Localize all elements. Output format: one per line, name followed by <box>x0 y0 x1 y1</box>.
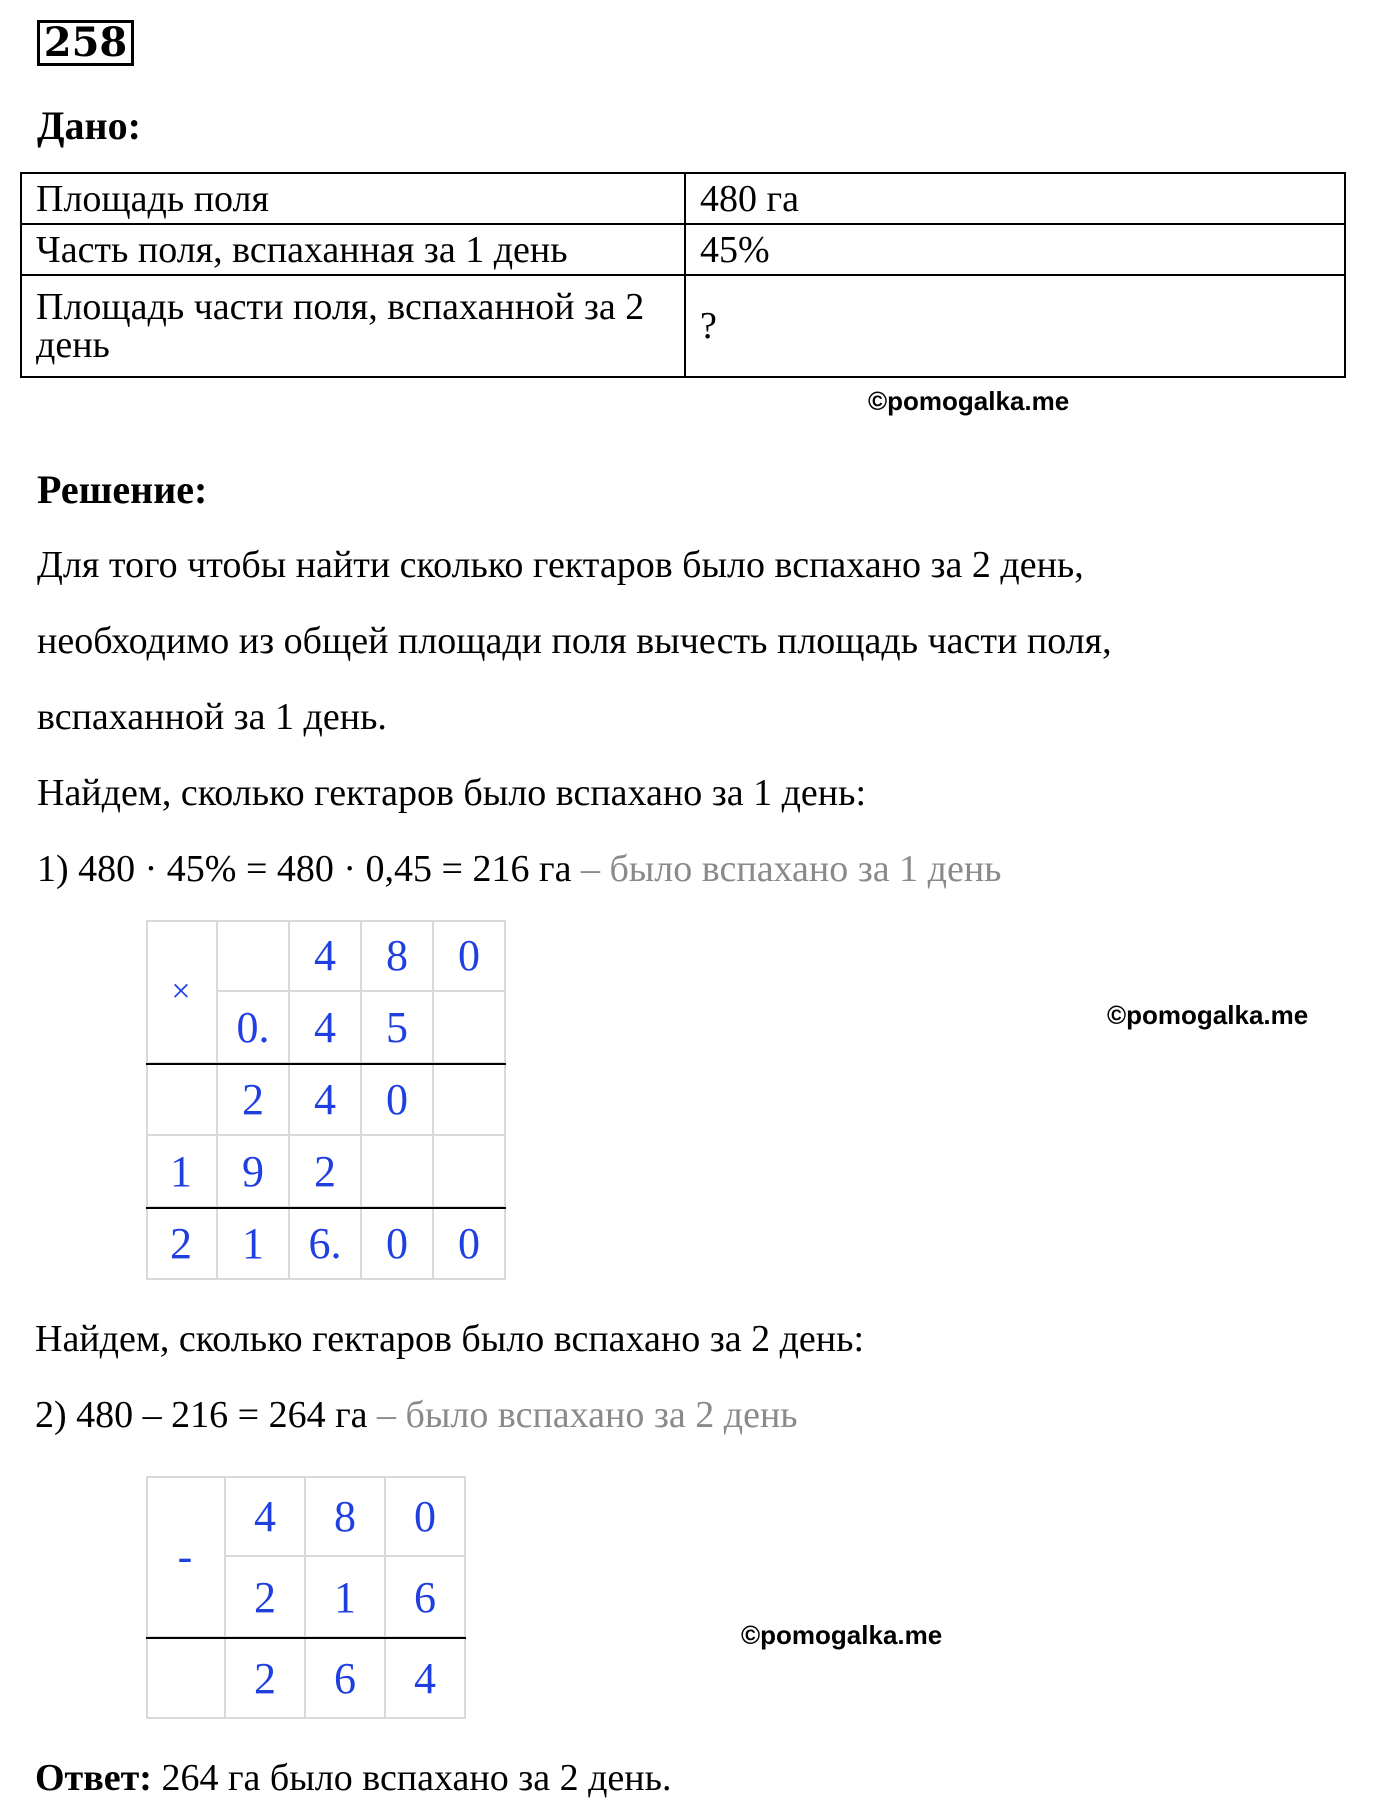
grid-cell: 1 <box>306 1557 386 1638</box>
step1-intro: Найдем, сколько гектаров было вспахано за 1 день: <box>37 772 867 814</box>
grid-cell: 0 <box>362 1208 434 1280</box>
result-separator-line <box>146 1063 506 1065</box>
grid-cell: 8 <box>362 920 434 992</box>
grid-cell: 2 <box>290 1136 362 1208</box>
given-value-part: 45% <box>685 224 1345 275</box>
grid-cell <box>362 1136 434 1208</box>
grid-cell: 0. <box>218 992 290 1064</box>
given-value-unknown: ? <box>685 275 1345 377</box>
step1-formula: 1) 480 · 45% = 480 · 0,45 = 216 га <box>37 848 572 890</box>
given-heading: Дано: <box>37 103 141 148</box>
table-row <box>21 173 1345 224</box>
grid-cell: 4 <box>290 920 362 992</box>
problem-number: 258 <box>37 20 134 66</box>
step1-line <box>37 847 1002 891</box>
step2-intro: Найдем, сколько гектаров было вспахано за 2 день: <box>35 1318 865 1360</box>
grid-cell: 4 <box>386 1638 466 1719</box>
grid-cell: - <box>146 1476 226 1638</box>
subtraction-grid <box>146 1476 466 1720</box>
watermark: ©pomogalka.me <box>868 386 1070 416</box>
given-value-area: 480 га <box>685 173 1345 224</box>
grid-cell <box>146 1064 218 1136</box>
grid-cell: × <box>146 920 218 1064</box>
grid-cell: 9 <box>218 1136 290 1208</box>
grid-cell: 8 <box>306 1476 386 1557</box>
grid-cell: 0 <box>434 920 506 992</box>
grid-cell <box>434 1064 506 1136</box>
step2-line <box>35 1393 798 1437</box>
grid-cell: 0 <box>386 1476 466 1557</box>
answer-line <box>35 1756 671 1800</box>
paragraph-line: Для того чтобы найти сколько гектаров было вспахано за 2 день, <box>37 544 1084 586</box>
table-row <box>21 275 1345 377</box>
grid-cell: 4 <box>226 1476 306 1557</box>
result-separator-line <box>146 1637 466 1639</box>
answer-label: Ответ: <box>35 1757 152 1799</box>
given-table <box>20 172 1346 378</box>
grid-cell: 1 <box>146 1136 218 1208</box>
result-separator-line <box>146 1207 506 1209</box>
watermark: ©pomogalka.me <box>741 1620 943 1650</box>
paragraph-line: необходимо из общей площади поля вычесть площадь части поля, <box>37 620 1112 662</box>
grid-cell: 1 <box>218 1208 290 1280</box>
watermark: ©pomogalka.me <box>1107 1000 1309 1030</box>
grid-cell: 2 <box>226 1557 306 1638</box>
given-label-unknown: Площадь части поля, вспаханной за 2 день <box>21 275 685 377</box>
grid-cell: 4 <box>290 992 362 1064</box>
grid-cell: 6 <box>386 1557 466 1638</box>
grid-cell: 2 <box>218 1064 290 1136</box>
multiplication-grid <box>146 920 506 1280</box>
grid-cell <box>218 920 290 992</box>
solution-heading: Решение: <box>37 467 208 512</box>
given-label-part: Часть поля, вспаханная за 1 день <box>21 224 685 275</box>
grid-cell: 4 <box>290 1064 362 1136</box>
grid-cell <box>146 1638 226 1719</box>
step2-note: – было вспахано за 2 день <box>367 1394 798 1436</box>
grid-cell: 2 <box>146 1208 218 1280</box>
answer-text: 264 га было вспахано за 2 день. <box>151 1757 672 1799</box>
grid-cell: 2 <box>226 1638 306 1719</box>
grid-cell: 6 <box>306 1638 386 1719</box>
grid-cell <box>434 1136 506 1208</box>
grid-cell: 0 <box>362 1064 434 1136</box>
given-label-area: Площадь поля <box>21 173 685 224</box>
grid-cell <box>434 992 506 1064</box>
step1-note: – было вспахано за 1 день <box>571 848 1002 890</box>
step2-formula: 2) 480 – 216 = 264 га <box>35 1394 368 1436</box>
grid-cell: 6. <box>290 1208 362 1280</box>
grid-cell: 0 <box>434 1208 506 1280</box>
paragraph-line: вспаханной за 1 день. <box>37 696 387 738</box>
table-row <box>21 224 1345 275</box>
grid-cell: 5 <box>362 992 434 1064</box>
